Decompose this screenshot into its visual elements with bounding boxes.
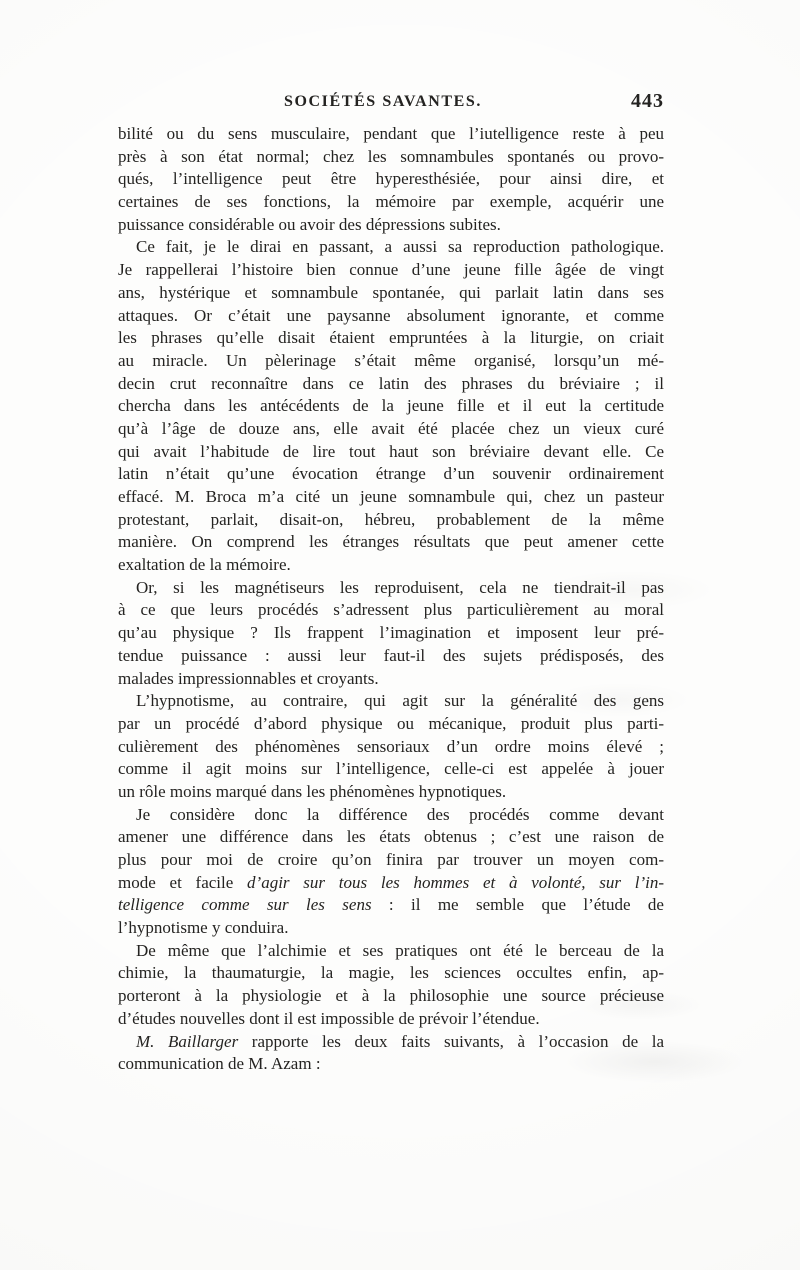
text-line bbox=[118, 668, 664, 691]
text-line bbox=[118, 236, 664, 259]
paragraph bbox=[118, 690, 664, 803]
text-line bbox=[118, 373, 664, 396]
text-segment: d’études nouvelles dont il est impossible de prévoir l’étendue. bbox=[118, 1008, 540, 1028]
text-line bbox=[118, 146, 664, 169]
text-segment: un rôle moins marqué dans les phénomènes hypnotiques. bbox=[118, 781, 507, 801]
text-line bbox=[118, 1053, 664, 1076]
paragraph bbox=[118, 577, 664, 690]
text-line bbox=[118, 826, 664, 849]
paragraph bbox=[118, 1031, 664, 1076]
text-line bbox=[118, 758, 664, 781]
text-segment: plus pour moi de croire qu’on finira par trouver un moyen com- bbox=[118, 850, 664, 869]
text-line bbox=[118, 531, 664, 554]
italic-text-segment: telligence comme sur les sens bbox=[118, 895, 372, 915]
italic-text-segment: d’agir sur tous les hommes et à volonté, sur l’in- bbox=[247, 872, 664, 892]
text-segment: certaines de ses fonctions, la mémoire par exemple, acquérir une bbox=[118, 192, 664, 212]
running-header bbox=[118, 90, 664, 117]
text-segment: porteront à la physiologie et à la philosophie une source précieuse bbox=[118, 986, 664, 1006]
text-line bbox=[118, 713, 664, 736]
text-segment: à ce que leurs procédés s’adressent plus particulièrement au moral bbox=[118, 600, 664, 620]
text-segment: malades impressionnables et croyants. bbox=[118, 668, 379, 688]
text-segment: l’hypnotisme y conduira. bbox=[118, 918, 289, 938]
text-segment: exaltation de la mémoire. bbox=[118, 555, 291, 575]
text-line bbox=[118, 577, 664, 600]
text-line bbox=[118, 418, 664, 441]
page-number: 443 bbox=[631, 90, 664, 112]
text-segment: les phrases qu’elle disait étaient empruntées à la liturgie, on criait bbox=[118, 328, 664, 348]
text-segment: qués, l’intelligence peut être hyperesthésiée, pour ainsi dire, et bbox=[118, 169, 664, 189]
text-segment: au miracle. Un pèlerinage s’était même organisé, lorsqu’un mé- bbox=[118, 350, 664, 370]
text-segment: decin crut reconnaître dans ce latin des phrases du bréviaire ; il bbox=[118, 373, 664, 393]
text-line bbox=[118, 622, 664, 645]
text-segment: chimie, la thaumaturgie, la magie, les sciences occultes enfin, ap- bbox=[118, 963, 664, 983]
text-segment: qu’à l’âge de douze ans, elle avait été placée chez un vieux curé bbox=[118, 418, 664, 438]
text-line bbox=[118, 962, 664, 985]
text-segment: Je rappellerai l’histoire bien connue d’une jeune fille âgée de vingt bbox=[118, 260, 664, 280]
text-line bbox=[118, 645, 664, 668]
paragraph bbox=[118, 804, 664, 940]
paragraph bbox=[118, 123, 664, 236]
text-segment: effacé. M. Broca m’a cité un jeune somnambule qui, chez un pasteur bbox=[118, 487, 664, 506]
text-segment: latin n’était qu’une évocation étrange d’un souvenir ordinairement bbox=[118, 464, 664, 484]
text-line bbox=[118, 168, 664, 191]
text-line bbox=[118, 327, 664, 350]
text-segment: chercha dans les antécédents de la jeune fille et il eut la certitude bbox=[118, 396, 664, 416]
text-line bbox=[118, 804, 664, 827]
text-line bbox=[118, 395, 664, 418]
text-line bbox=[118, 985, 664, 1008]
text-line bbox=[118, 259, 664, 282]
text-line bbox=[118, 191, 664, 214]
text-line bbox=[118, 350, 664, 373]
text-line bbox=[118, 736, 664, 759]
text-segment: près à son état normal; chez les somnambules spontanés ou provo- bbox=[118, 146, 664, 166]
text-segment: L’hypnotisme, au contraire, qui agit sur la généralité des gens bbox=[136, 691, 664, 711]
text-line bbox=[118, 781, 664, 804]
text-segment: mode et facile bbox=[118, 872, 248, 892]
text-line bbox=[118, 486, 664, 509]
text-segment: De même que l’alchimie et ses pratiques ont été le berceau de la bbox=[136, 940, 664, 960]
text-segment: amener une différence dans les états obtenus ; c’est une raison de bbox=[118, 827, 664, 847]
text-segment: culièrement des phénomènes sensoriaux d’un ordre moins élevé ; bbox=[118, 736, 664, 756]
text-segment: puissance considérable ou avoir des dépressions subites. bbox=[118, 214, 501, 234]
text-line bbox=[118, 1008, 664, 1031]
text-line bbox=[118, 599, 664, 622]
text-line bbox=[118, 441, 664, 464]
running-title: SOCIÉTÉS SAVANTES. bbox=[283, 93, 483, 110]
text-segment: comme il agit moins sur l’intelligence, celle-ci est appelée à jouer bbox=[118, 759, 664, 779]
text-segment: tendue puissance : aussi leur faut-il des sujets prédisposés, des bbox=[118, 645, 664, 665]
text-line bbox=[118, 894, 664, 917]
text-segment: Ce fait, je le dirai en passant, a aussi sa reproduction pathologique. bbox=[136, 237, 664, 257]
text-segment: : il me semble que l’étude de bbox=[371, 895, 664, 915]
text-line bbox=[118, 917, 664, 940]
text-line bbox=[118, 690, 664, 713]
text-segment: manière. On comprend les étranges résultats que peut amener cette bbox=[118, 532, 664, 552]
paragraph bbox=[118, 236, 664, 576]
text-segment: rapporte les deux faits suivants, à l’occasion de la bbox=[238, 1031, 664, 1051]
text-segment: Je considère donc la différence des procédés comme devant bbox=[136, 804, 664, 824]
text-line bbox=[118, 305, 664, 328]
text-line bbox=[118, 1031, 664, 1054]
text-line bbox=[118, 509, 664, 532]
page-body bbox=[118, 123, 664, 1076]
text-segment: par un procédé d’abord physique ou mécanique, produit plus parti- bbox=[118, 713, 664, 733]
text-segment: communication de M. Azam : bbox=[118, 1054, 321, 1074]
text-segment: ans, hystérique et somnambule spontanée, qui parlait latin dans ses bbox=[118, 282, 664, 302]
text-segment: Or, si les magnétiseurs les reproduisent, cela ne tiendrait-il pas bbox=[136, 577, 664, 597]
text-segment: qui avait l’habitude de lire tout haut son bréviaire devant elle. Ce bbox=[118, 441, 664, 461]
text-line bbox=[118, 849, 664, 872]
italic-text-segment: M. Baillarger bbox=[136, 1031, 239, 1051]
text-line bbox=[118, 463, 664, 486]
text-segment: qu’au physique ? Ils frappent l’imagination et imposent leur pré- bbox=[118, 623, 664, 643]
text-line bbox=[118, 214, 664, 237]
text-segment: protestant, parlait, disait-on, hébreu, probablement de la même bbox=[118, 509, 664, 529]
paragraph bbox=[118, 940, 664, 1031]
text-line bbox=[118, 940, 664, 963]
text-line bbox=[118, 554, 664, 577]
text-line bbox=[118, 282, 664, 305]
text-line bbox=[118, 872, 664, 895]
text-segment: attaques. Or c’était une paysanne absolument ignorante, et comme bbox=[118, 305, 664, 325]
text-segment: bilité ou du sens musculaire, pendant que l’iutelligence reste à peu bbox=[118, 124, 664, 143]
text-line bbox=[118, 123, 664, 146]
